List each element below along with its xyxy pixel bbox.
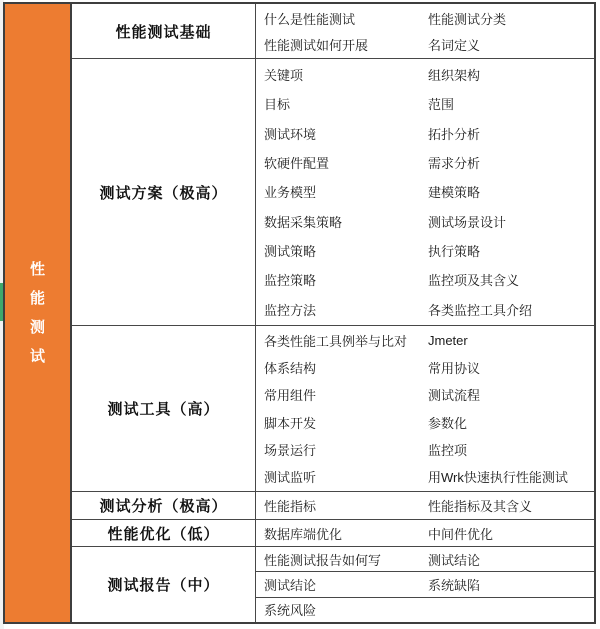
topic-cell: 业务模型 xyxy=(264,185,317,201)
topic-cell: 名词定义 xyxy=(428,37,481,53)
table-row xyxy=(256,524,594,543)
root-node-cell xyxy=(5,4,72,622)
items-cell xyxy=(256,547,594,622)
table-row xyxy=(256,94,594,113)
table-row xyxy=(256,467,594,486)
topic-cell: 中间件优化 xyxy=(428,526,494,542)
topic-cell: 测试结论 xyxy=(428,552,481,568)
category-cell: 测试工具（高） xyxy=(72,326,256,491)
table-row xyxy=(256,440,594,459)
table-row xyxy=(256,413,594,432)
category-cell: 测试分析（极高） xyxy=(72,492,256,519)
root-char: 性 xyxy=(29,261,45,278)
section-test-tools xyxy=(72,325,594,491)
topic-cell: 建模策略 xyxy=(428,185,481,201)
topic-cell: 什么是性能测试 xyxy=(264,11,356,27)
category-cell: 测试报告（中） xyxy=(72,547,256,622)
table-row xyxy=(256,182,594,201)
topic-cell: 执行策略 xyxy=(428,244,481,260)
topic-cell: 监控策略 xyxy=(264,273,317,289)
topic-cell: 参数化 xyxy=(428,415,468,431)
topic-cell: 系统缺陷 xyxy=(428,577,481,593)
category-cell: 测试方案（极高） xyxy=(72,59,256,325)
items-cell xyxy=(256,4,594,58)
topic-cell: 用Wrk快速执行性能测试 xyxy=(428,469,568,485)
topic-cell: 范围 xyxy=(428,97,455,113)
table-row xyxy=(256,65,594,84)
topic-cell: 组织架构 xyxy=(428,68,481,84)
root-node-label xyxy=(30,255,45,371)
root-char: 试 xyxy=(29,348,45,365)
topic-cell: 常用协议 xyxy=(428,361,481,377)
category-cell: 性能测试基础 xyxy=(72,4,256,58)
table-row xyxy=(256,270,594,289)
topic-cell: 数据采集策略 xyxy=(264,214,343,230)
topic-cell: 脚本开发 xyxy=(264,415,317,431)
topic-cell: 需求分析 xyxy=(428,156,481,172)
table-row xyxy=(256,598,594,622)
topic-cell: 监控项 xyxy=(428,442,468,458)
items-cell xyxy=(256,520,594,546)
table-row xyxy=(256,358,594,377)
topic-cell: 测试环境 xyxy=(264,126,317,142)
section-test-analysis xyxy=(72,491,594,519)
table-row xyxy=(256,212,594,231)
table-row xyxy=(256,496,594,515)
table-row xyxy=(256,572,594,597)
table-row xyxy=(256,35,594,54)
topic-cell: 测试场景设计 xyxy=(428,214,507,230)
topic-cell: 各类监控工具介绍 xyxy=(428,302,533,318)
topic-cell: 数据库端优化 xyxy=(264,526,343,542)
topic-cell: 测试流程 xyxy=(428,388,481,404)
topic-cell: 各类性能工具例举与比对 xyxy=(264,334,408,350)
table-row xyxy=(256,9,594,28)
topic-cell: 性能指标及其含义 xyxy=(428,499,533,514)
items-cell xyxy=(256,59,594,325)
topic-cell: 性能测试如何开展 xyxy=(264,37,369,53)
topic-cell: 测试策略 xyxy=(264,244,317,260)
topic-cell: 系统风险 xyxy=(264,603,317,619)
category-cell: 性能优化（低） xyxy=(72,520,256,546)
topic-cell: 性能指标 xyxy=(264,499,317,514)
topic-cell: 性能测试报告如何写 xyxy=(264,552,382,568)
items-cell xyxy=(256,492,594,519)
root-char: 测 xyxy=(29,319,45,336)
root-char: 能 xyxy=(29,290,45,307)
table-row xyxy=(256,153,594,172)
topic-cell: 软硬件配置 xyxy=(264,156,330,172)
topic-cell: 拓扑分析 xyxy=(428,126,481,142)
table-row xyxy=(256,547,594,572)
table-row xyxy=(256,241,594,260)
table-row xyxy=(256,331,594,350)
topic-cell: 监控方法 xyxy=(264,302,317,318)
topic-cell: 性能测试分类 xyxy=(428,11,507,27)
topic-cell: 测试监听 xyxy=(264,469,317,485)
table-body xyxy=(72,4,594,622)
items-cell xyxy=(256,326,594,491)
topic-cell: 场景运行 xyxy=(264,442,317,458)
table-row xyxy=(256,300,594,319)
table-row xyxy=(256,124,594,143)
section-performance-basics xyxy=(72,4,594,58)
topic-cell: Jmeter xyxy=(428,333,468,349)
section-performance-optimization xyxy=(72,519,594,546)
table-row xyxy=(256,385,594,404)
topic-cell: 监控项及其含义 xyxy=(428,273,520,289)
section-test-report xyxy=(72,546,594,622)
topic-cell: 关键项 xyxy=(264,68,304,84)
topic-cell: 测试结论 xyxy=(264,577,317,593)
topic-cell: 体系结构 xyxy=(264,361,317,377)
topic-cell: 目标 xyxy=(264,97,291,113)
section-test-plan xyxy=(72,58,594,325)
topic-cell: 常用组件 xyxy=(264,388,317,404)
performance-test-breakdown-table xyxy=(3,2,596,624)
